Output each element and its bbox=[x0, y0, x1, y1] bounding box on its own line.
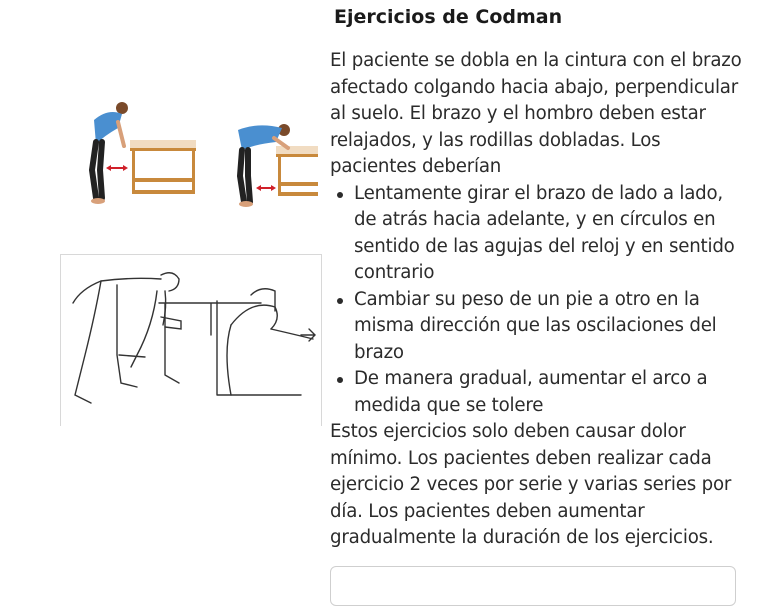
codman-sketch bbox=[61, 255, 321, 427]
intro-paragraph: El paciente se dobla en la cintura con el brazo afectado colgando hacia abajo, perpendicular al suelo. El brazo y el hombro deben estar relajados, y las rodillas dobladas. Los pacientes deberían bbox=[330, 50, 742, 177]
article-body bbox=[330, 48, 750, 552]
page-title: Ejercicios de Codman bbox=[334, 6, 563, 28]
pendulum-exercise-photo bbox=[78, 98, 318, 210]
line-drawing-illustration bbox=[60, 254, 322, 426]
person-figure-right bbox=[238, 124, 318, 207]
instruction-list bbox=[330, 181, 750, 420]
closing-paragraph: Estos ejercicios solo deben causar dolor mínimo. Los pacientes deben realizar cada ejercicio 2 veces por serie y varias series por día. Los pacientes deben aumentar gradualmente la duración de los ejercicios. bbox=[330, 421, 732, 548]
person-figure-left bbox=[91, 102, 196, 204]
list-item: Cambiar su peso de un pie a otro en la misma dirección que las oscilaciones del brazo bbox=[354, 287, 750, 367]
list-item: De manera gradual, aumentar el arco a medida que se tolere bbox=[354, 366, 750, 419]
list-item: Lentamente girar el brazo de lado a lado, de atrás hacia adelante, y en círculos en sentido de las agujas del reloj y en sentido contrario bbox=[354, 181, 750, 287]
next-section-box bbox=[330, 566, 736, 606]
